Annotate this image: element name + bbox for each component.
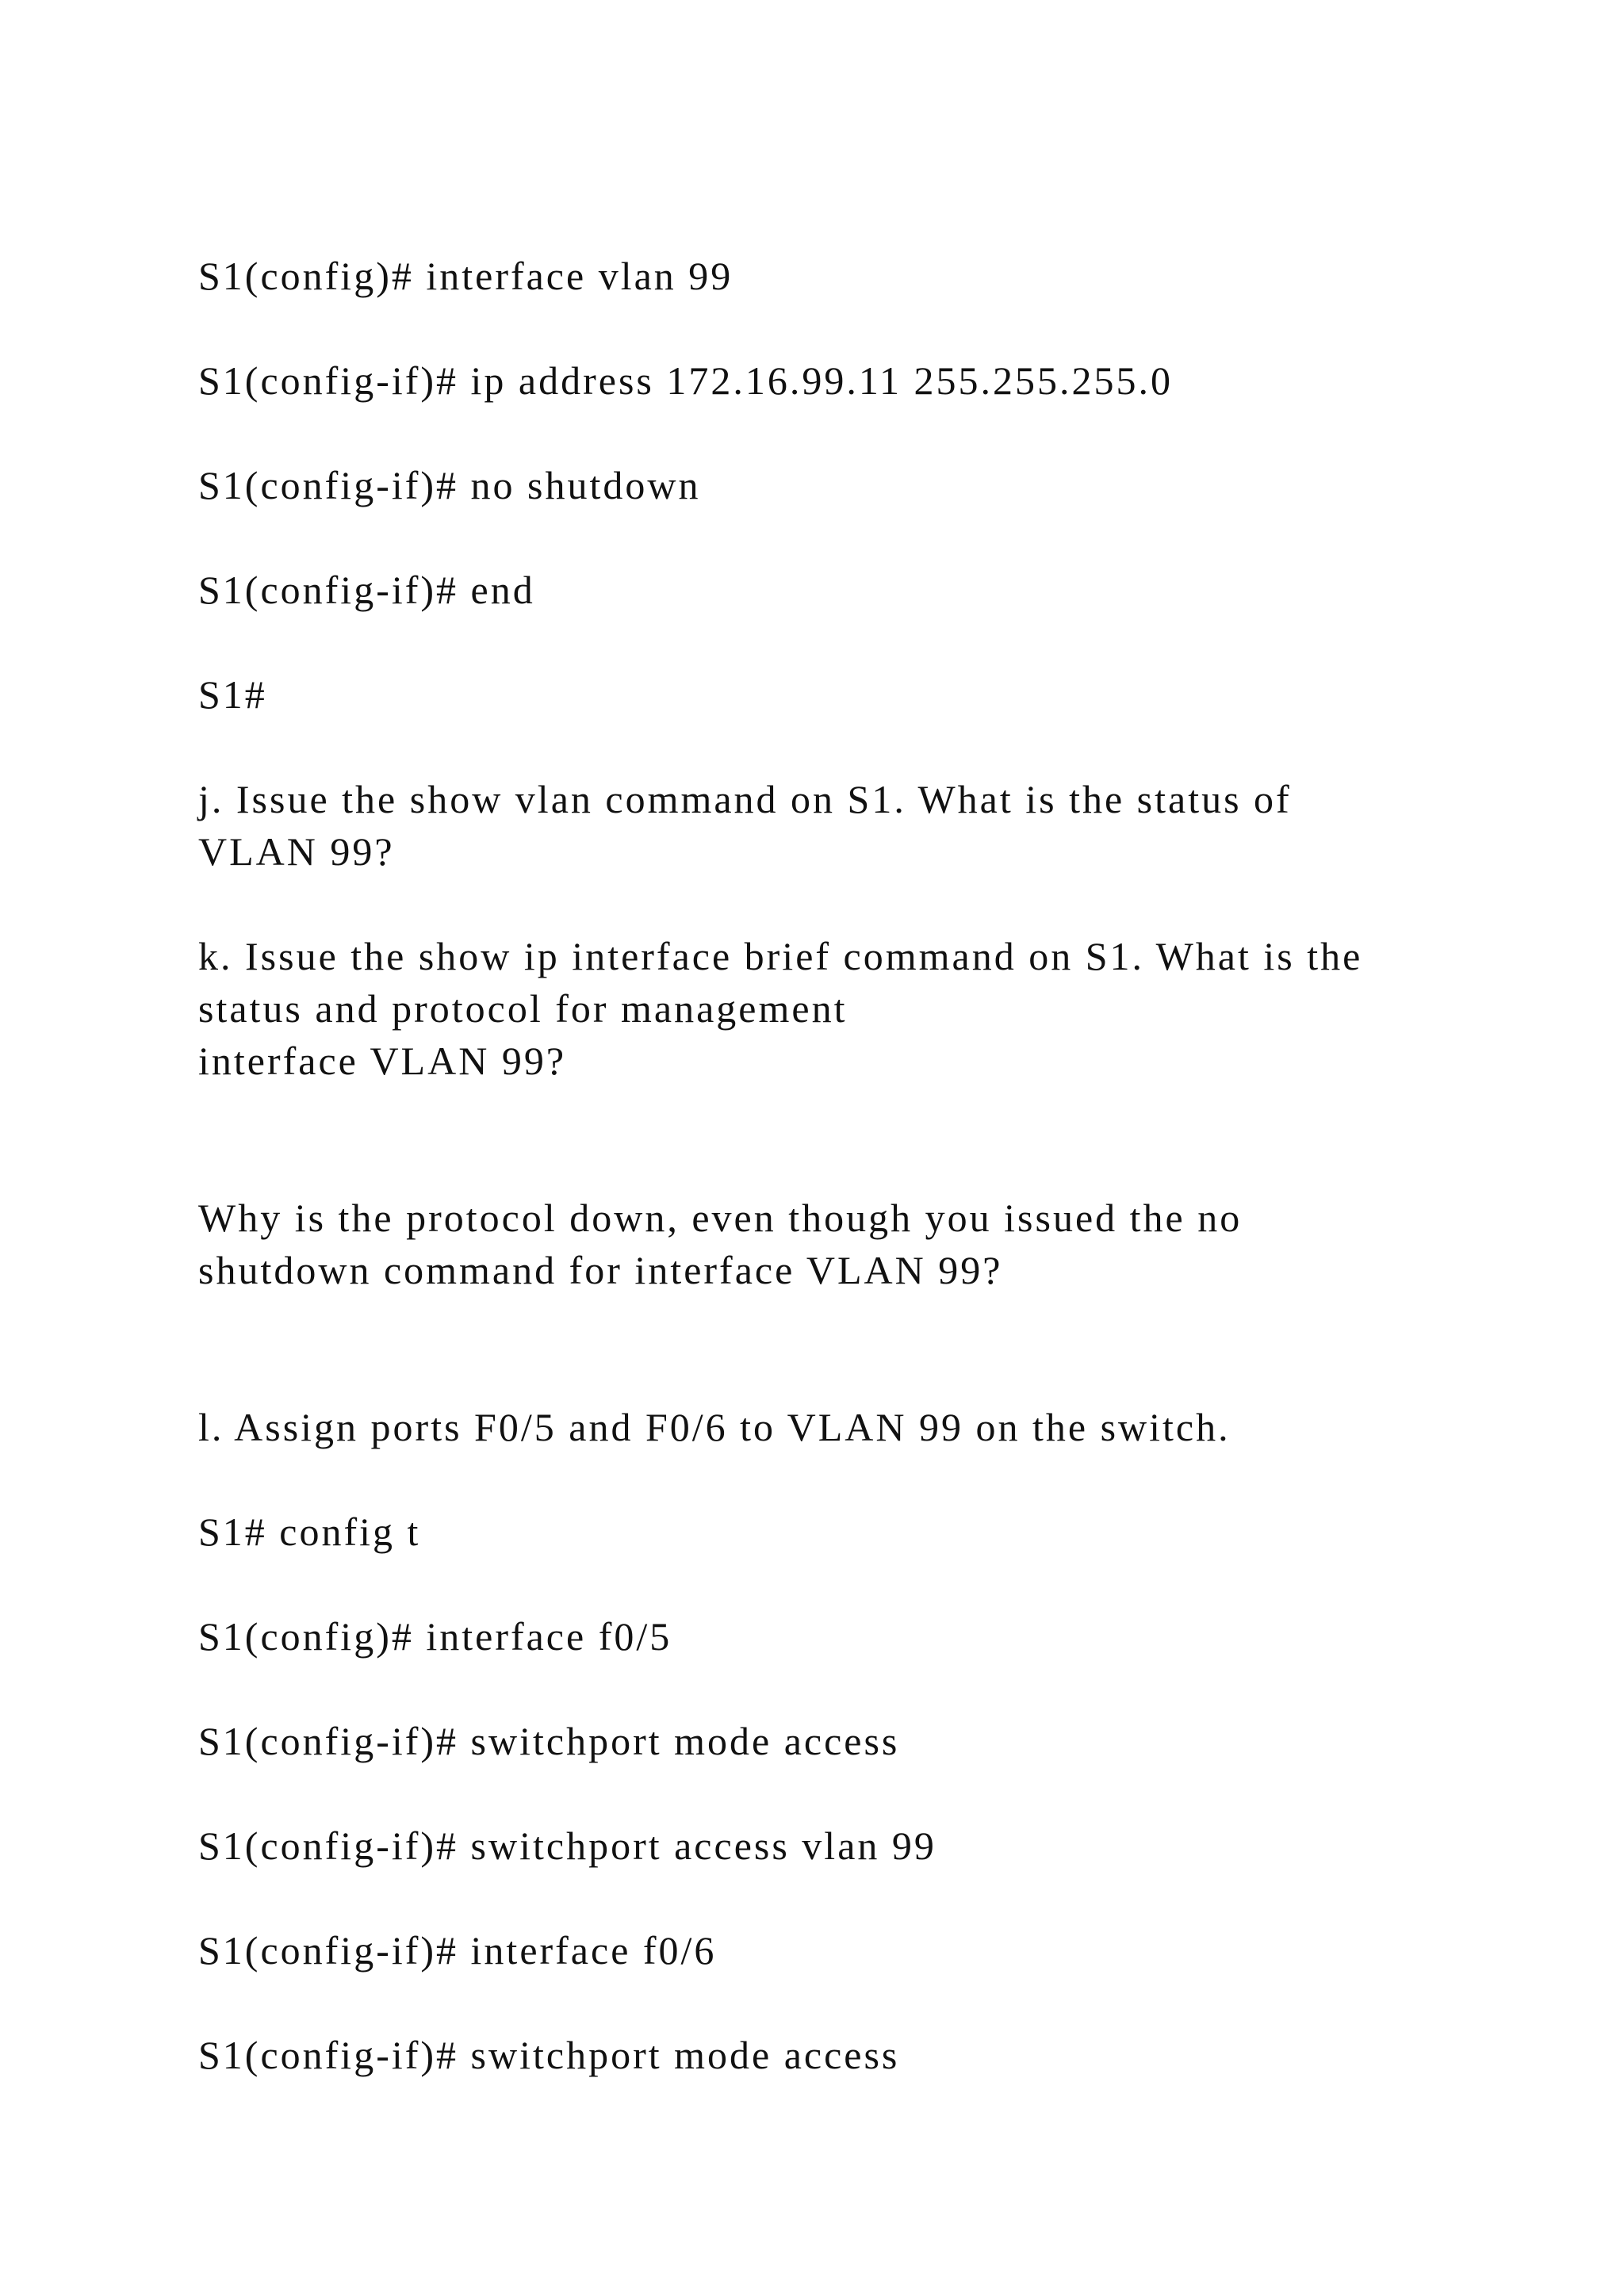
command-line: S1(config-if)# switchport mode access	[198, 2033, 900, 2077]
step-l-instruction: l. Assign ports F0/5 and F0/6 to VLAN 99 on the switch.	[198, 1405, 1231, 1449]
text-line: shutdown command for interface VLAN 99?	[198, 1248, 1003, 1292]
command-line: S1(config-if)# switchport access vlan 99	[198, 1823, 936, 1868]
text-line: status and protocol for management	[198, 986, 848, 1031]
text-line: j. Issue the show vlan command on S1. What is the status of	[198, 777, 1292, 821]
command-line: S1(config-if)# end	[198, 568, 535, 612]
text-line: VLAN 99?	[198, 829, 395, 874]
command-line: S1# config t	[198, 1510, 421, 1554]
command-line: S1(config)# interface vlan 99	[198, 254, 733, 298]
command-line: S1(config-if)# ip address 172.16.99.11 255.255.255.0	[198, 358, 1174, 403]
text-line: interface VLAN 99?	[198, 1039, 567, 1083]
command-line: S1(config)# interface f0/5	[198, 1614, 672, 1659]
step-j-question	[198, 773, 1292, 878]
command-line: S1(config-if)# no shutdown	[198, 463, 701, 507]
command-line: S1#	[198, 672, 267, 717]
command-line: S1(config-if)# interface f0/6	[198, 1928, 717, 1973]
command-line: S1(config-if)# switchport mode access	[198, 1719, 900, 1763]
text-line: k. Issue the show ip interface brief command on S1. What is the	[198, 934, 1363, 978]
why-question	[198, 1192, 1242, 1296]
step-k-question	[198, 930, 1362, 1087]
text-line: Why is the protocol down, even though you issued the no	[198, 1196, 1243, 1240]
